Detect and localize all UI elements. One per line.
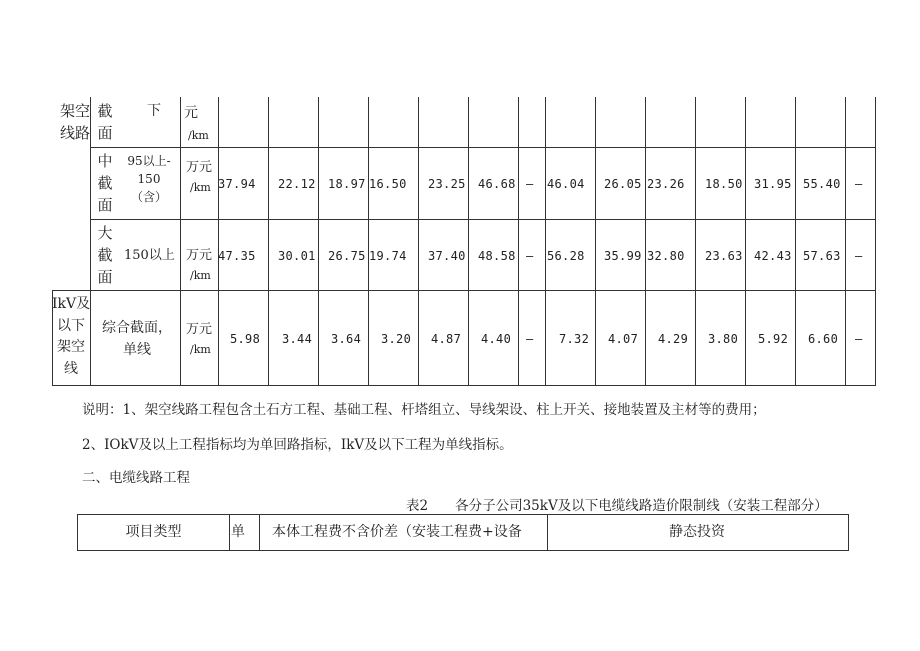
value-cell: 32.80 xyxy=(647,249,685,263)
text-char: 截 xyxy=(97,173,113,192)
text-char: 线 xyxy=(60,123,76,142)
value-cell: 23.25 xyxy=(428,177,466,191)
section-label-large xyxy=(96,223,114,288)
unit-line: /km xyxy=(188,128,209,142)
table2-header-body-cost: 本体工程费不含价差（安装工程费+设备 xyxy=(272,524,522,540)
label-line: 架空 xyxy=(57,339,85,356)
value-cell: 4.29 xyxy=(658,332,689,346)
text-char: 路 xyxy=(75,123,91,142)
unit-label-large xyxy=(186,246,212,284)
value-cell: 26.05 xyxy=(604,177,642,191)
value-cell: 3.64 xyxy=(331,332,362,346)
note-line-2: 2、IOkV及以上工程指标均为单回路指标，IkV及以下工程为单线指标。 xyxy=(82,437,513,453)
value-cell: — xyxy=(526,332,534,346)
table2 xyxy=(77,514,849,551)
value-cell: 6.60 xyxy=(808,332,839,346)
value-cell: 48.58 xyxy=(478,249,516,263)
spec-line: 综合截面， xyxy=(102,320,172,336)
value-cell: 19.74 xyxy=(369,249,407,263)
spec-line: 150 xyxy=(137,172,161,186)
value-cell: 3.44 xyxy=(282,332,313,346)
note-line-1: 说明：1、架空线路工程包含土石方工程、基础工程、杆塔组立、导线架设、柱上开关、接地装置及主材等的费用； xyxy=(82,402,766,418)
section-label-medium xyxy=(96,151,114,216)
text-char: 截 xyxy=(97,245,113,264)
label-line: 以下 xyxy=(57,317,85,334)
value-cell: 46.04 xyxy=(547,177,585,191)
value-cell: 4.87 xyxy=(431,332,462,346)
table2-caption: 表2 各分子公司35kV及以下电缆线路造价限制线（安装工程部分） xyxy=(406,498,828,514)
value-cell: 5.92 xyxy=(758,332,789,346)
text-char: 面 xyxy=(97,195,113,214)
spec-label-top: 下 xyxy=(147,103,161,119)
value-cell: 55.40 xyxy=(803,177,841,191)
section-label-top xyxy=(96,101,114,145)
value-cell: — xyxy=(526,177,534,191)
spec-label-medium xyxy=(120,152,178,206)
unit-line: 万元 xyxy=(186,322,213,337)
spec-line: （含） xyxy=(130,190,167,204)
value-cell: — xyxy=(855,332,863,346)
value-cell: 31.95 xyxy=(754,177,792,191)
value-cell: 16.50 xyxy=(369,177,407,191)
value-cell: 7.32 xyxy=(559,332,590,346)
text-char: 空 xyxy=(75,102,91,120)
text-char: 大 xyxy=(97,224,113,242)
spec-label-low xyxy=(96,318,178,361)
unit-line: /km xyxy=(190,342,211,356)
label-line: 线 xyxy=(64,361,78,378)
text-char: 面 xyxy=(97,267,113,286)
value-cell: 37.40 xyxy=(428,249,466,263)
value-cell: — xyxy=(855,249,863,263)
text-char: 架 xyxy=(60,102,76,120)
value-cell: 5.98 xyxy=(230,332,261,346)
value-cell: 26.75 xyxy=(328,249,366,263)
value-cell: 4.07 xyxy=(608,332,639,346)
section-heading: 二、电缆线路工程 xyxy=(82,470,190,486)
value-cell: — xyxy=(855,177,863,191)
table2-header-project-type: 项目类型 xyxy=(125,524,182,540)
table2-header-static-investment: 静态投资 xyxy=(669,524,725,540)
unit-line: /km xyxy=(190,180,211,194)
group-label-overhead-line xyxy=(60,101,91,145)
value-cell: 57.63 xyxy=(803,249,841,263)
table2-header-unit: 单 xyxy=(231,524,245,540)
group-label-low-voltage xyxy=(52,294,90,381)
value-cell: 37.94 xyxy=(218,177,256,191)
value-cell: 42.43 xyxy=(754,249,792,263)
value-cell: 4.40 xyxy=(481,332,512,346)
value-cell: — xyxy=(526,249,534,263)
value-cell: 35.99 xyxy=(604,249,642,263)
text-char: 面 xyxy=(97,123,113,142)
value-cell: 3.80 xyxy=(708,332,739,346)
value-cell: 18.97 xyxy=(328,177,366,191)
unit-line: 元 xyxy=(184,105,198,121)
spec-line: 单线 xyxy=(123,341,151,358)
unit-line: 万元 xyxy=(186,160,213,175)
unit-line: 万元 xyxy=(186,248,213,263)
unit-label-medium xyxy=(186,158,212,196)
unit-label-top xyxy=(184,104,209,144)
value-cell: 23.63 xyxy=(705,249,743,263)
unit-line: /km xyxy=(190,268,211,282)
unit-label-low xyxy=(186,320,212,358)
value-cell: 3.20 xyxy=(381,332,412,346)
value-cell: 23.26 xyxy=(647,177,685,191)
label-line: IkV及 xyxy=(52,296,91,312)
value-cell: 22.12 xyxy=(278,177,316,191)
text-char: 截 xyxy=(97,102,113,120)
value-cell: 18.50 xyxy=(705,177,743,191)
value-cell: 30.01 xyxy=(278,249,316,263)
spec-label-large: 150以上 xyxy=(124,248,175,263)
value-cell: 56.28 xyxy=(547,249,585,263)
spec-line: 95以上- xyxy=(127,154,171,168)
value-cell: 47.35 xyxy=(218,249,256,263)
text-char: 中 xyxy=(97,152,113,170)
value-cell: 46.68 xyxy=(478,177,516,191)
